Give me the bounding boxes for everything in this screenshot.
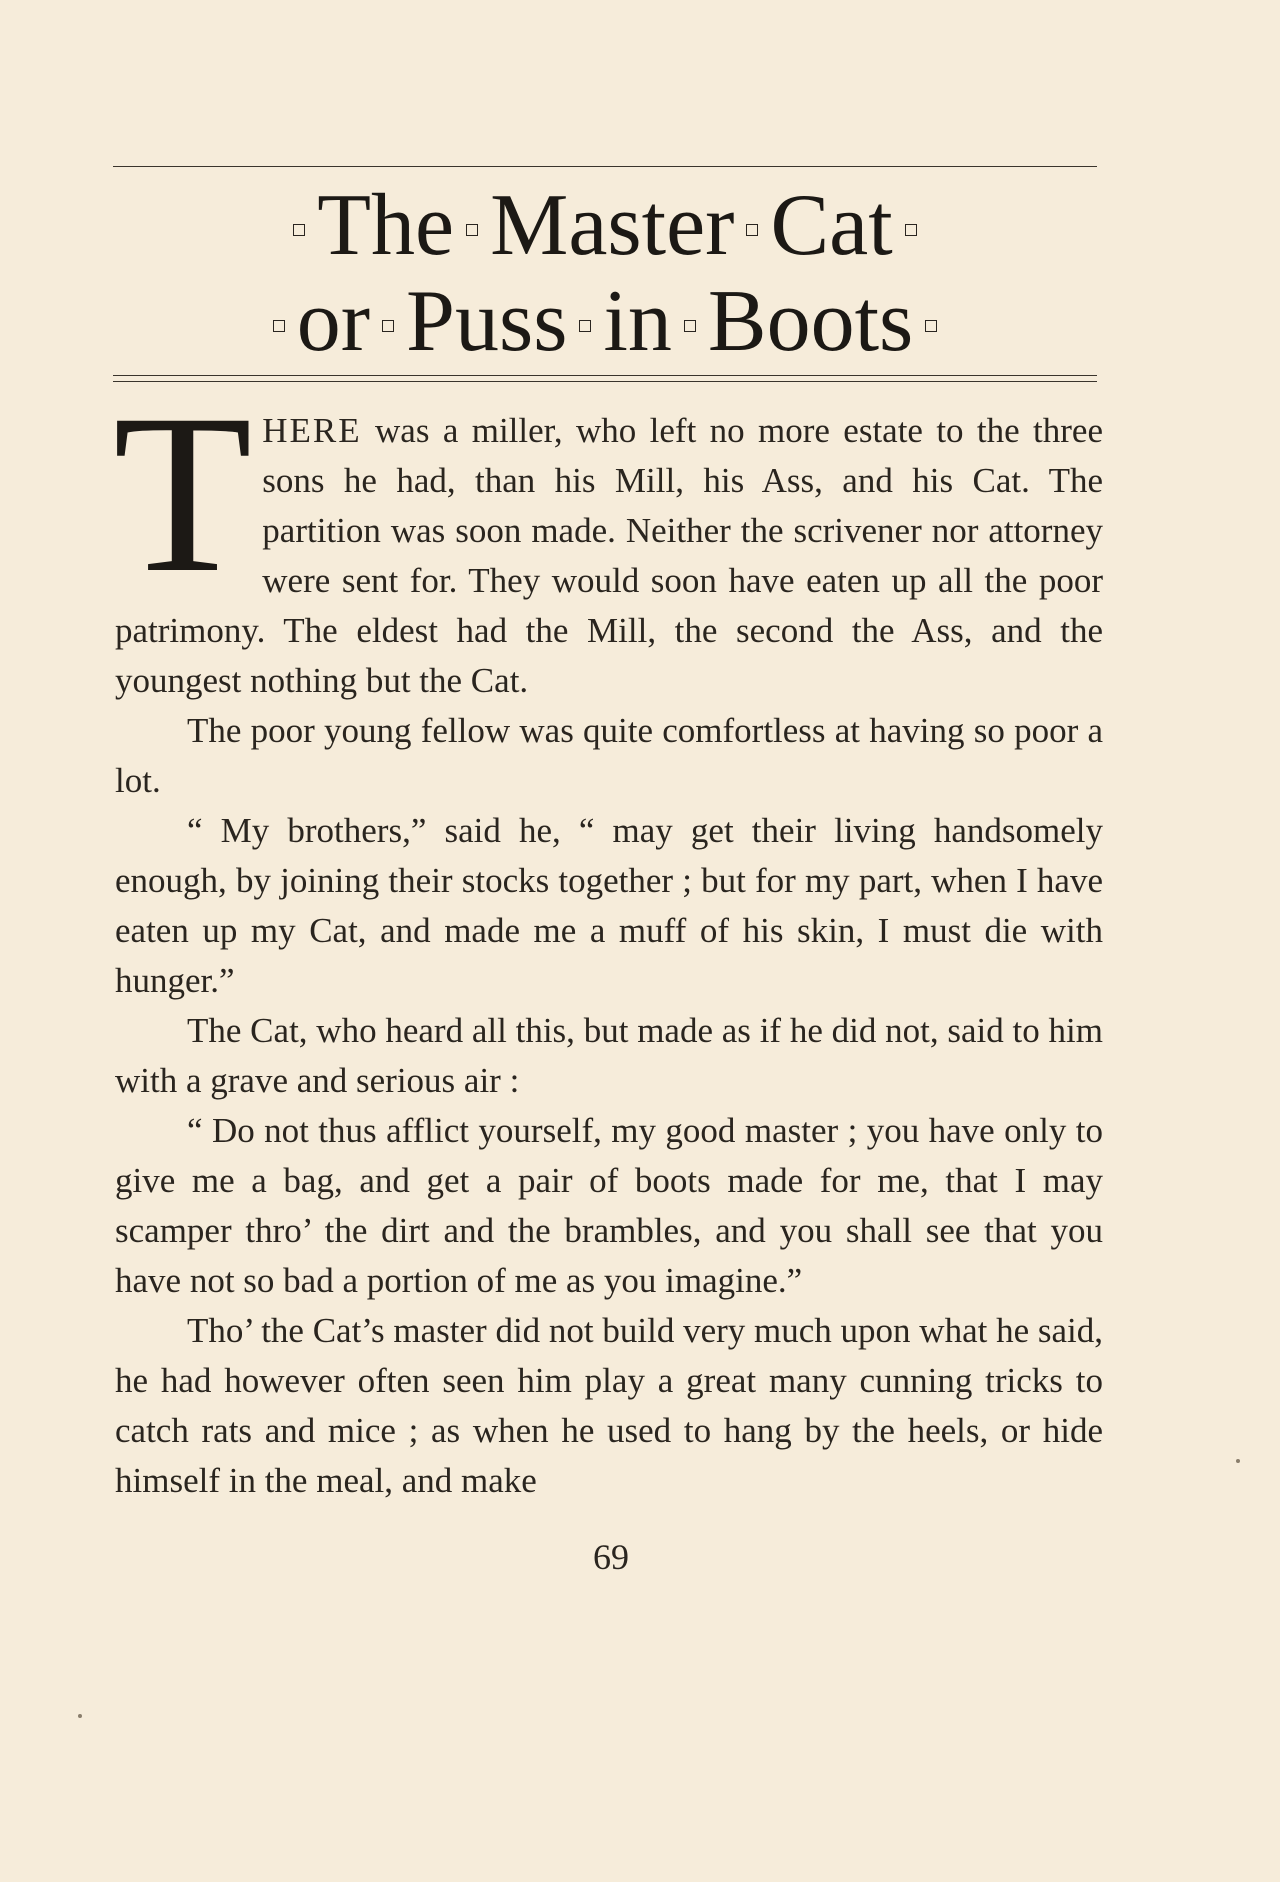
paragraph: “ Do not thus afflict yourself, my good master ; you have only to give me a bag, and get a pair of boots made for me, that I may scamper thro’ the dirt and the brambles, and you shall see that you have not so bad a portion of me as you imagine.” (115, 1111, 1103, 1300)
paragraph: Tho’ the Cat’s master did not build very much upon what he said, he had however often seen him play a great many cunning tricks to catch rats and mice ; as when he used to hang by the heels, or hide himself in the meal, and make (115, 1311, 1103, 1500)
top-rule (113, 166, 1097, 167)
drop-cap: T (113, 368, 253, 620)
paragraph-text: was a miller, who left no more estate to the three sons he had, than his Mill, his Ass, and his Cat. The partition was soon made. Neither the scrivener nor attorney were sent for. They would soon have eaten up all the poor patrimony. The eldest had the Mill, the second the Ass, and the youngest nothing but the Cat. (115, 411, 1103, 700)
title-line-2 (113, 273, 1097, 370)
paragraph: The poor young fellow was quite comfortless at having so poor a lot. (115, 711, 1103, 800)
title-word: Master (490, 177, 735, 274)
paper-speck (1236, 1459, 1240, 1463)
title-word: or (296, 273, 371, 370)
ornament-square-icon (925, 320, 937, 332)
first-word-small-caps: HERE (262, 411, 362, 450)
title-line-1 (113, 177, 1097, 274)
page-number: 69 (593, 1537, 629, 1577)
body-text (113, 368, 1103, 1506)
ornament-square-icon (684, 320, 696, 332)
ornament-square-icon (579, 320, 591, 332)
title-word: Boots (707, 273, 914, 370)
ornament-square-icon (293, 224, 305, 236)
title-word: The (317, 177, 455, 274)
title-rule-lower (113, 381, 1097, 382)
paragraph: “ My brothers,” said he, “ may get their living handsomely enough, by joining their stocks together ; but for my part, when I have eaten up my Cat, and made me a muff of his skin, I must die with hunger.” (115, 811, 1103, 1000)
paragraph: The Cat, who heard all this, but made as if he did not, said to him with a grave and serious air : (115, 1011, 1103, 1100)
title-rule-upper (113, 375, 1097, 376)
ornament-square-icon (905, 224, 917, 236)
ornament-square-icon (466, 224, 478, 236)
title-word: Puss (406, 273, 568, 370)
paper-speck (78, 1714, 82, 1718)
title-word: in (603, 273, 672, 370)
ornament-square-icon (382, 320, 394, 332)
title-word: Cat (770, 177, 893, 274)
ornament-square-icon (273, 320, 285, 332)
ornament-square-icon (746, 224, 758, 236)
paragraph (113, 368, 1103, 706)
